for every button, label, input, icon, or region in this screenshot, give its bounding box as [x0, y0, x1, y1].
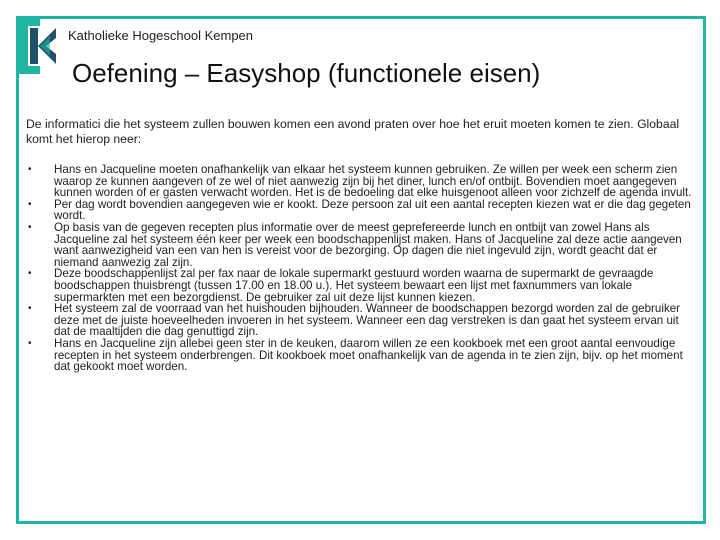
list-item-text: Het systeem zal de voorraad van het huishouden bijhouden. Wanneer de boodschappen bezorgd worden zal de gebruiker deze met de juiste hoeveelheden invoeren in het systeem. Wanneer een dag verstreken is dan gaat het systeem ervan uit dat de maaltijden die dag genuttigd zijn.: [54, 302, 681, 339]
page-title: Oefening – Easyshop (functionele eisen): [72, 58, 541, 88]
list-item: [26, 199, 692, 222]
requirements-list: [26, 164, 692, 373]
bullet-icon: •: [28, 221, 32, 233]
list-item: [26, 222, 692, 268]
list-item-text: Hans en Jacqueline zijn allebei geen ster in de keuken, daarom willen ze een kookboek met een groot aantal eenvoudige recepten in het systeem onderbrengen. Dit kookboek moet onafhankelijk van de agenda in te zien zijn, bijv. op het moment dat gekookt moet worden.: [54, 336, 683, 374]
bullet-icon: •: [28, 268, 32, 280]
khk-logo-icon: [18, 18, 62, 74]
list-item-text: Per dag wordt bovendien aangegeven wie er kookt. Deze persoon zal uit een aantal recepten kiezen wat er die dag gegeten wordt.: [54, 197, 691, 223]
bullet-icon: •: [28, 303, 32, 315]
institution-name: Katholieke Hogeschool Kempen: [68, 28, 254, 43]
bullet-icon: •: [28, 164, 32, 175]
list-item: [26, 303, 692, 338]
list-item-text: Hans en Jacqueline moeten onafhankelijk van elkaar het systeem kunnen gebruiken. Ze willen per week een scherm zien waarop ze kunnen aangeven of ze wel of niet aanwezig zijn bij het diner, lunch en/of ontbijt. Bovendien moet aangegeven kunnen worden of er gasten verwacht worden. Het is de bedoeling dat elke huisgenoot alleen voor zichzelf de agenda invult.: [54, 163, 692, 200]
list-item: [26, 338, 692, 373]
bullet-icon: •: [28, 337, 32, 349]
intro-text: De informatici die het systeem zullen bouwen komen een avond praten over hoe het eruit moeten komen te zien. Globaal komt het hierop neer:: [26, 117, 680, 146]
list-item: [26, 268, 692, 303]
bullet-icon: •: [28, 198, 32, 210]
list-item-text: Op basis van de gegeven recepten plus informatie over de meest geprefereerde lunch en ontbijt van zowel Hans als Jacqueline zal het systeem één keer per week een boodschappenlijst maken. Hans of Jacqueline zal deze actie aangeven want aanwezigheid van een van hen is vereist voor de bezorging. Op dagen die niet ingevuld zijn, wordt geacht dat er niemand aanwezig zal zijn.: [54, 220, 682, 269]
list-item-text: Deze boodschappenlijst zal per fax naar de lokale supermarkt gestuurd worden waarna de supermarkt de gevraagde boodschappen thuisbrengt (tussen 17.00 en 18.00 u.). Het systeem bewaart een lijst met faxnummers van lokale supermarkten met een bezorgdienst. De gebruiker zal uit deze lijst kunnen kiezen.: [54, 267, 654, 304]
list-item: [26, 164, 692, 199]
